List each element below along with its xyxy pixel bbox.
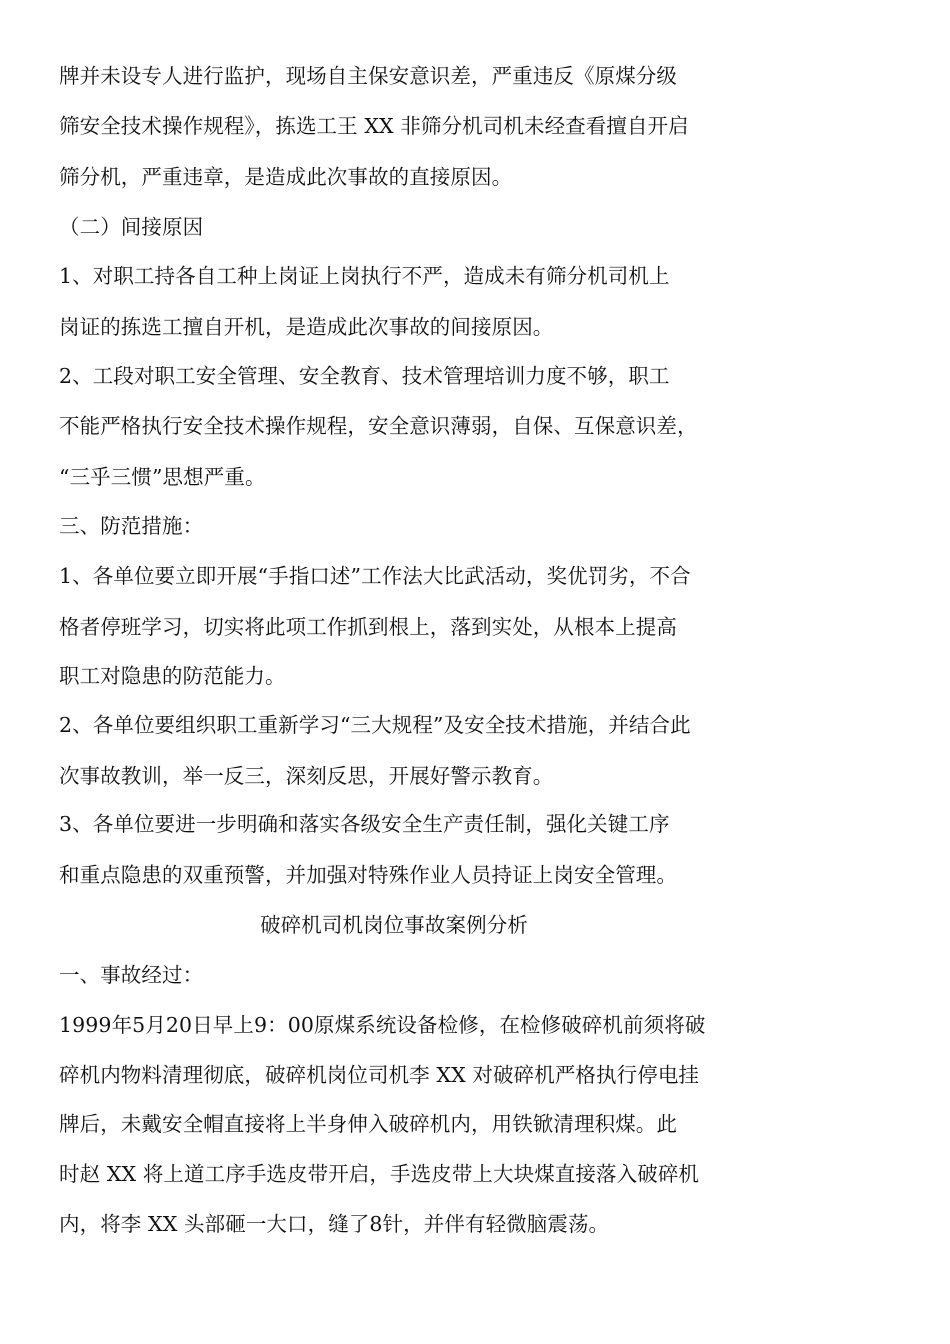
list-item: 1、对职工持各自工种上岗证上岗执行不严，造成未有筛分机司机上: [59, 264, 670, 288]
paragraph-line: 时赵 XX 将上道工序手选皮带开启，手选皮带上大块煤直接落入破碎机: [59, 1162, 700, 1186]
paragraph-line: 筛安全技术操作规程》，拣选工王 XX 非筛分机司机未经查看擅自开启: [59, 114, 689, 138]
paragraph-line: 筛分机，严重违章，是造成此次事故的直接原因。: [59, 165, 513, 189]
paragraph-line: 内，将李 XX 头部砸一大口，缝了8针，并伴有轻微脑震荡。: [59, 1212, 610, 1236]
list-item: 2、各单位要组织职工重新学习“三大规程”及安全技术措施，并结合此: [59, 713, 691, 737]
paragraph-line: 牌后，未戴安全帽直接将上半身伸入破碎机内，用铁锨清理积煤。此: [59, 1112, 677, 1136]
case-title: 破碎机司机岗位事故案例分析: [260, 913, 528, 937]
paragraph-line: 碎机内物料清理彻底，破碎机岗位司机李 XX 对破碎机严格执行停电挂: [59, 1063, 700, 1087]
paragraph-line: 1999年5月20日早上9：00原煤系统设备检修，在检修破碎机前须将破: [59, 1013, 706, 1037]
list-item-continuation: 职工对隐患的防范能力。: [59, 664, 286, 688]
list-item-continuation: 岗证的拣选工擅自开机，是造成此次事故的间接原因。: [59, 315, 554, 339]
list-item-continuation: 格者停班学习，切实将此项工作抓到根上，落到实处，从根本上提高: [59, 615, 677, 639]
list-item-continuation: “三乎三惯”思想严重。: [59, 465, 266, 489]
list-item: 2、工段对职工安全管理、安全教育、技术管理培训力度不够，职工: [59, 364, 670, 388]
list-item: 1、各单位要立即开展“手指口述”工作法大比武活动，奖优罚劣，不合: [59, 564, 691, 588]
section-heading: 一、事故经过：: [59, 963, 204, 987]
list-item-continuation: 不能严格执行安全技术操作规程，安全意识薄弱，自保、互保意识差，: [59, 414, 698, 438]
list-item-continuation: 次事故教训，举一反三，深刻反思，开展好警示教育。: [59, 764, 554, 788]
paragraph-line: 牌并未设专人进行监护，现场自主保安意识差，严重违反《原煤分级: [59, 64, 677, 88]
section-heading: （二）间接原因: [59, 215, 204, 239]
section-heading: 三、防范措施：: [59, 514, 204, 538]
list-item: 3、各单位要进一步明确和落实各级安全生产责任制，强化关键工序: [59, 812, 670, 836]
list-item-continuation: 和重点隐患的双重预警，并加强对特殊作业人员持证上岗安全管理。: [59, 863, 677, 887]
